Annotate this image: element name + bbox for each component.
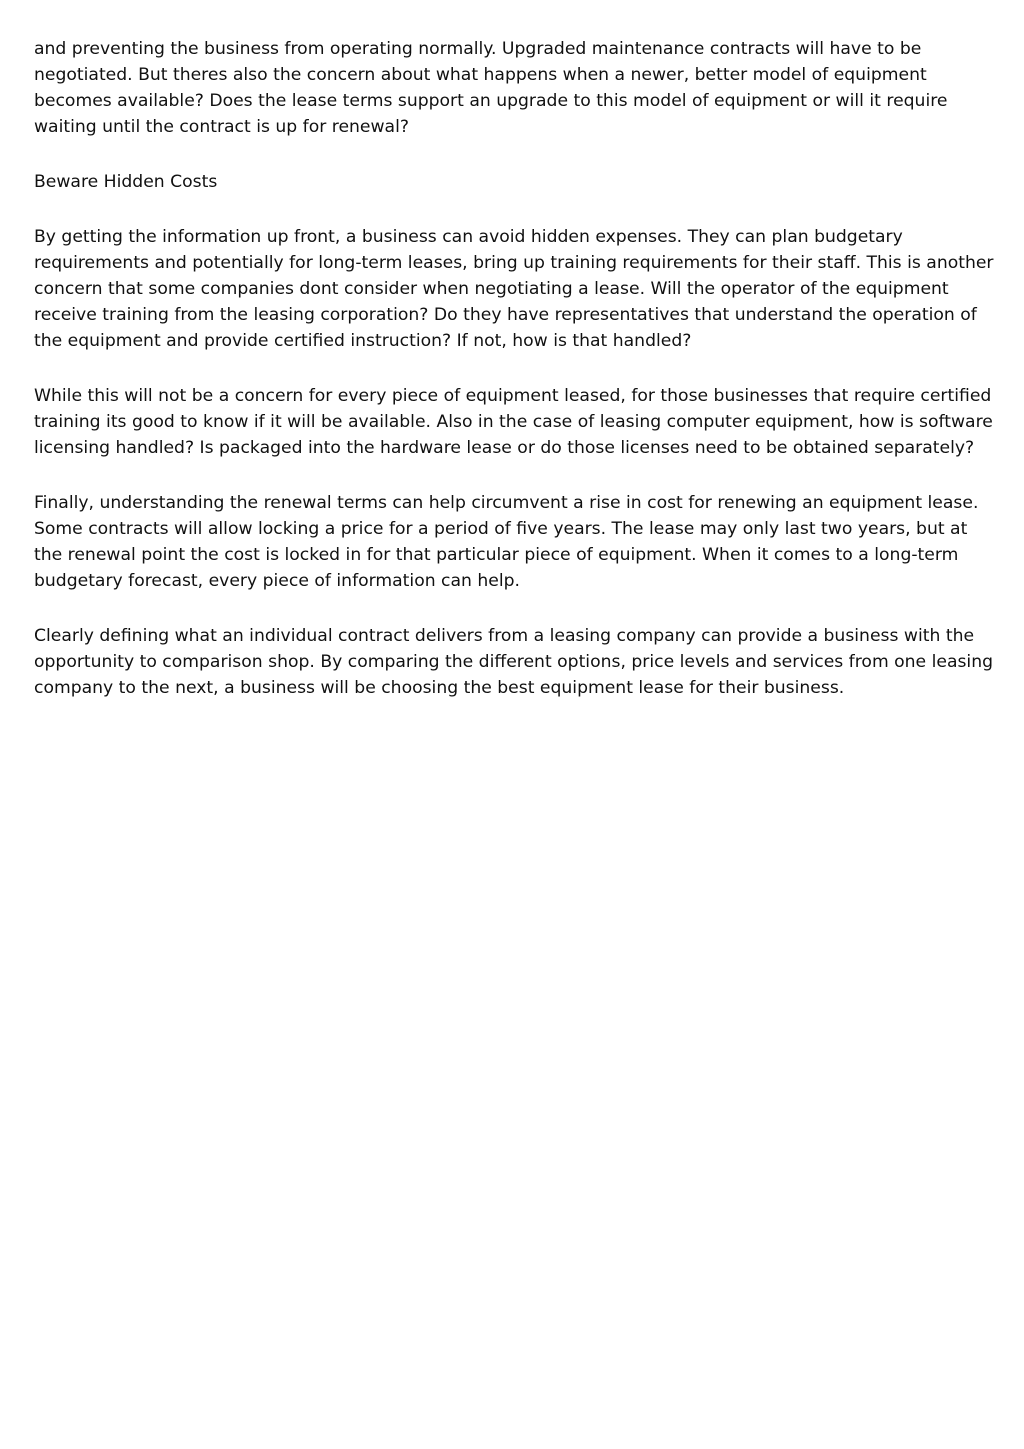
paragraph-renewal-terms: Finally, understanding the renewal terms can help circumvent a rise in cost for renewing an equipment lease. Some contracts will allow locking a price for a period of five years. The lease may only last two years, but at the renewal point the cost is locked in for that particular piece of equipment. When it comes to a long-term budgetary forecast, every piece of information can help.	[34, 493, 979, 591]
paragraph-conclusion: Clearly defining what an individual contract delivers from a leasing company can provide a business with the opportunity to comparison shop. By comparing the different options, price levels and services from one leasing company to the next, a business will be choosing the best equipment lease for their business.	[34, 626, 994, 698]
paragraph-hidden-costs: By getting the information up front, a business can avoid hidden expenses. They can plan budgetary requirements and potentially for long-term leases, bring up training requirements for their staff. This is another concern that some companies dont consider when negotiating a lease. Will the operator of the equipment receive training from the leasing corporation? Do they have representatives that understand the operation of the equipment and provide certified instruction? If not, how is that handled?	[34, 227, 994, 351]
section-heading: Beware Hidden Costs	[34, 172, 218, 192]
document-page	[34, 36, 994, 730]
paragraph-continuation: and preventing the business from operating normally. Upgraded maintenance contracts will have to be negotiated. But theres also the concern about what happens when a newer, better model of equipment becomes available? Does the lease terms support an upgrade to this model of equipment or will it require waiting until the contract is up for renewal?	[34, 39, 948, 137]
paragraph-certified-training: While this will not be a concern for every piece of equipment leased, for those businesses that require certified training its good to know if it will be available. Also in the case of leasing computer equipment, how is software licensing handled? Is packaged into the hardware lease or do those licenses need to be obtained separately?	[34, 386, 993, 458]
